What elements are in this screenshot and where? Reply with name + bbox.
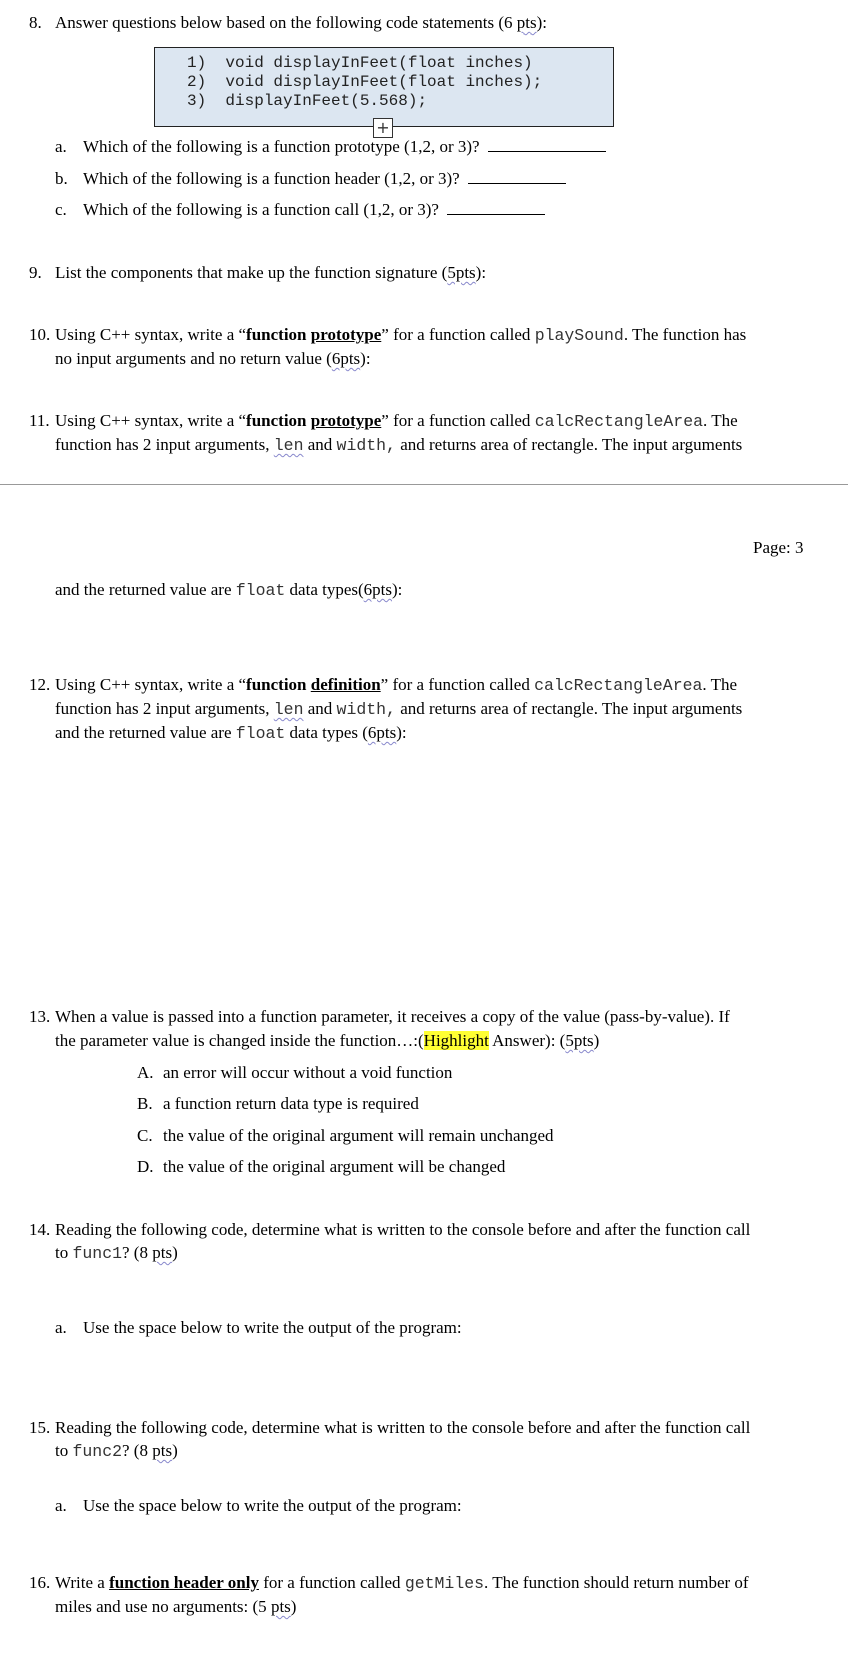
option-text: the value of the original argument will remain unchanged	[163, 1126, 554, 1145]
q16-code: getMiles	[404, 1574, 485, 1593]
code-line-2: 2) void displayInFeet(float inches);	[187, 73, 543, 91]
q8c-label: c.	[55, 200, 67, 219]
q12-arg2: width,	[336, 700, 396, 719]
move-handle-icon[interactable]: +	[373, 118, 393, 138]
q8-text: Answer questions below based on the following code statements (6	[55, 13, 517, 32]
q11-text-a: Using C++ syntax, write a “	[55, 411, 247, 430]
q13-pts: 5pts	[565, 1031, 594, 1050]
q8c	[55, 200, 439, 220]
q8-number: 8.	[29, 13, 42, 32]
q11-text-c: . The	[703, 411, 738, 430]
q15-tail: )	[172, 1441, 178, 1460]
option-label: D.	[137, 1157, 154, 1176]
q11-line3-a: and the returned value are	[55, 580, 236, 599]
q9-pts: 5pts	[447, 263, 476, 282]
q16-pts: pts	[270, 1597, 291, 1616]
q16-text-a: Write a	[55, 1573, 110, 1592]
q11-bold-underline: prototype	[310, 411, 382, 430]
q13-option-d[interactable]	[137, 1157, 506, 1177]
q12-line3-a: and the returned value are	[55, 723, 236, 742]
q16	[29, 1573, 749, 1593]
q15a-text: Use the space below to write the output of the program:	[83, 1496, 462, 1515]
q11-line3	[55, 580, 402, 600]
q11-bold: function	[246, 411, 311, 430]
q15a-label: a.	[55, 1496, 67, 1515]
q14-line2	[55, 1243, 178, 1263]
q12-number: 12.	[29, 675, 51, 694]
q14-line2-b: ? (8	[122, 1243, 153, 1262]
q8b-label: b.	[55, 169, 68, 188]
q13	[29, 1007, 730, 1027]
q8c-text: Which of the following is a function call (1,2, or 3)?	[83, 200, 439, 219]
q12	[29, 675, 738, 695]
q10	[29, 325, 747, 345]
q13-line2-a: the parameter value is changed inside the function…:(	[55, 1031, 424, 1050]
q11-line2-c: and returns area of rectangle. The input arguments	[395, 435, 743, 454]
q15-number: 15.	[29, 1418, 51, 1437]
q10-tail: ):	[360, 349, 371, 368]
q13-line1: When a value is passed into a function parameter, it receives a copy of the value (pass-by-value). If	[55, 1007, 730, 1026]
q11-arg2: width,	[336, 436, 396, 455]
q11-line2-a: function has 2 input arguments,	[55, 435, 274, 454]
q8a-answer-blank[interactable]	[488, 150, 606, 152]
option-label: A.	[137, 1063, 154, 1082]
code-box	[154, 47, 614, 127]
q14-number: 14.	[29, 1220, 51, 1239]
q12-line2-a: function has 2 input arguments,	[55, 699, 274, 718]
q11-code: calcRectangleArea	[534, 412, 704, 431]
option-label: C.	[137, 1126, 153, 1145]
q12-line2	[55, 699, 742, 719]
q12-tail: ):	[396, 723, 407, 742]
q15-line1: Reading the following code, determine what is written to the console before and after the function call	[55, 1418, 751, 1437]
option-text: an error will occur without a void function	[163, 1063, 453, 1082]
q12-line3-b: data types (	[285, 723, 368, 742]
q13-option-c[interactable]	[137, 1126, 554, 1146]
q10-text-a: Using C++ syntax, write a “	[55, 325, 247, 344]
q16-line2-a: miles and use no arguments: (5	[55, 1597, 271, 1616]
q13-line2	[55, 1031, 599, 1051]
q10-number: 10.	[29, 325, 51, 344]
q16-text-b: for a function called	[258, 1573, 405, 1592]
q13-number: 13.	[29, 1007, 51, 1026]
option-text: a function return data type is required	[163, 1094, 419, 1113]
q8a-label: a.	[55, 137, 67, 156]
q11-line3-b: data types(	[285, 580, 364, 599]
q11-tail: ):	[392, 580, 403, 599]
q11-number: 11.	[29, 411, 50, 430]
q8-heading	[29, 13, 547, 33]
q12-line3	[55, 723, 407, 743]
q12-pts: 6pts	[367, 723, 397, 742]
q12-text-b: ” for a function called	[380, 675, 535, 694]
q15	[29, 1418, 751, 1438]
q14-line2-a: to	[55, 1243, 73, 1262]
q12-line2-c: and returns area of rectangle. The input arguments	[395, 699, 743, 718]
q12-text-c: . The	[702, 675, 738, 694]
q14-pts: pts	[152, 1243, 173, 1262]
q14	[29, 1220, 751, 1240]
q10-bold-underline: prototype	[310, 325, 382, 344]
page-break-divider	[0, 484, 848, 485]
page-label: Page: 3	[753, 538, 804, 557]
q12-bold: function	[246, 675, 311, 694]
q10-text-c: . The function has	[623, 325, 747, 344]
q12-line2-b: and	[303, 699, 337, 718]
q15-pts: pts	[152, 1441, 173, 1460]
q8b-answer-blank[interactable]	[468, 182, 566, 184]
code-line-1: 1) void displayInFeet(float inches)	[187, 54, 533, 72]
q13-option-b[interactable]	[137, 1094, 419, 1114]
q8a-text: Which of the following is a function prototype (1,2, or 3)?	[83, 137, 480, 156]
q10-text-b: ” for a function called	[381, 325, 535, 344]
q15-line2-b: ? (8	[122, 1441, 153, 1460]
q14-code: func1	[72, 1244, 122, 1263]
q13-line2-b: Answer): (	[488, 1031, 566, 1050]
q11-type: float	[235, 581, 286, 600]
q9	[29, 263, 487, 283]
q12-arg1: len	[273, 700, 304, 719]
q15a	[55, 1496, 462, 1516]
q8-pts: pts	[516, 13, 537, 32]
q14a	[55, 1318, 462, 1338]
q11	[29, 411, 738, 431]
q12-text-a: Using C++ syntax, write a “	[55, 675, 247, 694]
q14a-label: a.	[55, 1318, 67, 1337]
q10-line2-text: no input arguments and no return value (	[55, 349, 332, 368]
q13-highlight: Highlight	[423, 1031, 489, 1050]
q14-line1: Reading the following code, determine what is written to the console before and after the function call	[55, 1220, 751, 1239]
q9-text: List the components that make up the function signature (	[55, 263, 448, 282]
q10-line2	[55, 349, 371, 369]
code-line-3: 3) displayInFeet(5.568);	[187, 92, 428, 110]
q14-tail: )	[172, 1243, 178, 1262]
q16-bold-underline: function header only	[109, 1573, 259, 1592]
q11-line2	[55, 435, 742, 455]
option-text: the value of the original argument will be changed	[163, 1157, 506, 1176]
q16-text-c: . The function should return number of	[484, 1573, 749, 1592]
q10-code: playSound	[534, 326, 624, 345]
q8-tail: ):	[536, 13, 547, 32]
q15-line2	[55, 1441, 178, 1461]
q14a-text: Use the space below to write the output of the program:	[83, 1318, 462, 1337]
q8b	[55, 169, 460, 189]
q10-bold: function	[246, 325, 311, 344]
q8b-text: Which of the following is a function header (1,2, or 3)?	[83, 169, 460, 188]
q11-arg1: len	[273, 436, 304, 455]
q12-bold-underline: definition	[310, 675, 381, 694]
option-label: B.	[137, 1094, 153, 1113]
q15-line2-a: to	[55, 1441, 73, 1460]
q11-line2-b: and	[303, 435, 337, 454]
q16-number: 16.	[29, 1573, 51, 1592]
q15-code: func2	[72, 1442, 122, 1461]
q12-code: calcRectangleArea	[534, 676, 703, 695]
q11-text-b: ” for a function called	[381, 411, 535, 430]
q13-tail: )	[593, 1031, 600, 1050]
q9-tail: ):	[475, 263, 487, 282]
q10-pts: 6pts	[331, 349, 361, 368]
q16-tail: )	[290, 1597, 297, 1616]
q11-pts: 6pts	[363, 580, 392, 599]
q13-option-a[interactable]	[137, 1063, 453, 1083]
q8c-answer-blank[interactable]	[447, 213, 545, 215]
q16-line2	[55, 1597, 296, 1617]
q12-type: float	[235, 724, 286, 743]
q8a	[55, 137, 480, 157]
q9-number: 9.	[29, 263, 42, 282]
